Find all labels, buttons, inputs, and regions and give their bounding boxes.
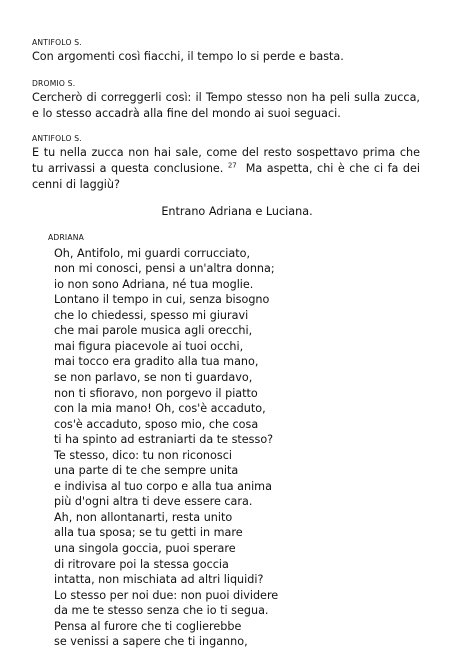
- verse-block: [54, 246, 420, 650]
- verse-line: Ah, non allontanarti, resta unito: [54, 510, 233, 524]
- verse-line: se venissi a sapere che ti inganno,: [54, 635, 248, 649]
- speaker-label: ANTIFOLO S.: [32, 38, 82, 47]
- dialogue-text: Ma aspetta, chi è che ci fa dei cenni di laggiù?: [32, 162, 420, 191]
- speaker-label: ANTIFOLO S.: [32, 134, 82, 144]
- verse-line: non ti sfioravo, non porgevo il piatto: [54, 386, 258, 400]
- verse-line: mai figura piacevole ai tuoi occhi,: [54, 339, 244, 353]
- verse-line: che lo chiedessi, spesso mi giuravi: [54, 308, 249, 322]
- verse-line: che mai parole musica agli orecchi,: [54, 324, 253, 338]
- verse-line: più d'ogni altra ti deve essere cara.: [54, 495, 253, 509]
- verse-line: Pensa al furore che ti coglierebbe: [54, 619, 242, 633]
- verse-line: se non parlavo, se non ti guardavo,: [54, 370, 253, 384]
- verse-line: e indivisa al tuo corpo e alla tua anima: [54, 479, 272, 493]
- dialogue-text: E tu nella zucca non hai sale, come del resto sospettavo prima che tu arrivassi a questa conclusione.: [32, 146, 420, 176]
- verse-line: Te stesso, dico: tu non riconosci: [54, 448, 232, 462]
- speaker-label: DROMIO S.: [32, 78, 76, 88]
- verse-line: Lontano il tempo in cui, senza bisogno: [54, 293, 270, 307]
- dialogue-paragraph: Con argomenti così fiacchi, il tempo lo si perde e basta.: [32, 50, 344, 63]
- verse-line: una parte di te che sempre unita: [54, 464, 239, 478]
- verse-line: non mi conosci, pensi a un'altra donna;: [54, 262, 275, 276]
- verse-line: io non sono Adriana, né tua moglie.: [54, 277, 254, 291]
- verse-line: Oh, Antifolo, mi guardi corrucciato,: [54, 246, 251, 260]
- verse-line: mai tocco era gradito alla tua mano,: [54, 355, 259, 369]
- dialogue-paragraph: Cercherò di correggerli così: il Tempo stesso non ha peli sulla zucca, e lo stesso accadrà alla fine del mondo ai suoi seguaci.: [32, 90, 420, 120]
- dialogue-paragraph: [32, 145, 420, 192]
- verse-line: intatta, non mischiata ad altri liquidi?: [54, 573, 264, 587]
- verse-line: cos'è accaduto, sposo mio, che cosa: [54, 417, 259, 431]
- verse-line: una singola goccia, puoi sperare: [54, 541, 236, 555]
- verse-line: di ritrovare poi la stessa goccia: [54, 557, 229, 571]
- verse-line: ti ha spinto ad estraniarti da te stesso?: [54, 433, 274, 447]
- verse-line: da me te stesso senza che io ti segua.: [54, 604, 269, 618]
- footnote-reference[interactable]: 27: [227, 161, 237, 170]
- speaker-label: ADRIANA: [48, 232, 85, 242]
- stage-direction: Entrano Adriana e Luciana.: [161, 204, 313, 218]
- verse-line: Lo stesso per noi due: non puoi dividere: [54, 588, 279, 602]
- verse-line: alla tua sposa; se tu getti in mare: [54, 526, 243, 540]
- page-content: [32, 38, 420, 650]
- verse-line: con la mia mano! Oh, cos'è accaduto,: [54, 402, 266, 416]
